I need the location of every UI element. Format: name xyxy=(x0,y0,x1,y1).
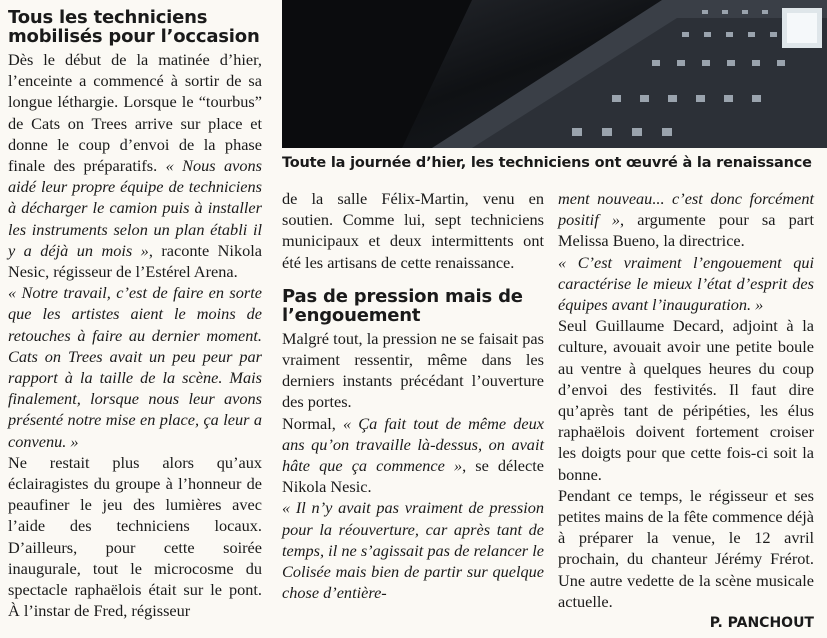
quote: « Notre travail, c’est de faire en sorte que les artistes aient le moins de retouches à faire au dernier moment. Cats on Trees avait un peu peur par rapport à la taille de la scène. Mais finalement, lorsque nous leur avons présenté notre mise en place, ça leur a convenu. » xyxy=(8,283,262,451)
quote: « C’est vraiment l’engouement qui caractérise le mieux l’état d’esprit des équipes avant l’inauguration. » xyxy=(558,252,814,315)
article-photo xyxy=(282,0,827,148)
body-text: , argumente pour sa part Melissa Bueno, la directrice. xyxy=(558,210,814,251)
section-heading-2: Pas de pression mais de l’engouement xyxy=(282,285,523,326)
paragraph: Ne restait plus alors qu’aux éclairagistes du groupe à l’honneur de peaufiner le jeu des lumières avec l’aide des techniciens locaux. D’ailleurs, pour cette soirée inaugurale, tout le microcosme du spectacle raphaëlois était sur le pont. À l’instar de Fred, régisseur xyxy=(8,452,262,621)
body-text: Normal, xyxy=(282,413,343,433)
quote: ment nouveau... c’est donc forcément positif » xyxy=(558,189,814,230)
photo-caption: Toute la journée d’hier, les techniciens ont œuvré à la renaissance xyxy=(282,155,812,171)
body-text: Dès le début de la matinée d’hier, l’enceinte a commencé à sortir de sa longue léthargie. Lorsque le “tourbus” de Cats on Trees arrive sur place et donne le coup d’envoi de la phase finale des préparatifs. xyxy=(8,50,262,176)
paragraph: de la salle Félix-Martin, venu en soutien. Comme lui, sept techniciens municipaux et deux intermittents ont été les artisans de cette renaissance. xyxy=(282,189,544,272)
mixing-console-icon xyxy=(282,0,827,148)
paragraph: Pendant ce temps, le régisseur et ses petites mains de la fête commence déjà à préparer la venue, le 12 avril prochain, du chanteur Jérémy Frérot. Une autre vedette de la scène musicale actuelle. xyxy=(558,485,814,611)
article-column-1 xyxy=(8,8,262,621)
paragraph xyxy=(558,188,814,252)
quote: « Il n’y avait pas vraiment de pression pour la réouverture, car après tant de temps, il ne s’agissait pas de relancer le Colisée mais bien de partir sur quelque chose d’entière- xyxy=(282,498,544,603)
author-byline: P. PANCHOUT xyxy=(709,615,814,632)
section-heading-1: Tous les techniciens mobilisés pour l’occasion xyxy=(8,7,260,47)
quote: « Nous avons aidé leur propre équipe de techniciens à décharger le camion puis à installer les instruments selon un plan établi il y a déjà un mois » xyxy=(8,156,262,260)
paragraph: Seul Guillaume Decard, adjoint à la culture, avouait avoir une petite boule au ventre à quelques heures du coup d’envoi des festivités. Il faut dire qu’après tant de péripéties, les élus raphaëlois doivent fortement croiser les doigts pour que cette fois-ci soit la bonne. xyxy=(558,316,814,484)
paragraph: Malgré tout, la pression ne se faisait pas vraiment ressentir, même dans les derniers instants précédant l’ouverture des portes. xyxy=(282,328,544,412)
article-column-2 xyxy=(282,188,544,603)
paragraph xyxy=(8,49,262,282)
article-column-3 xyxy=(558,188,814,634)
paragraph xyxy=(282,413,544,498)
body-text: , se délecte Nikola Nesic. xyxy=(282,456,544,497)
body-text: , raconte Nikola Nesic, régisseur de l’Estérel Arena. xyxy=(8,240,262,282)
quote: « Ça fait tout de même deux ans qu’on travaille là-dessus, on avait hâte que ça commence » xyxy=(282,413,545,476)
